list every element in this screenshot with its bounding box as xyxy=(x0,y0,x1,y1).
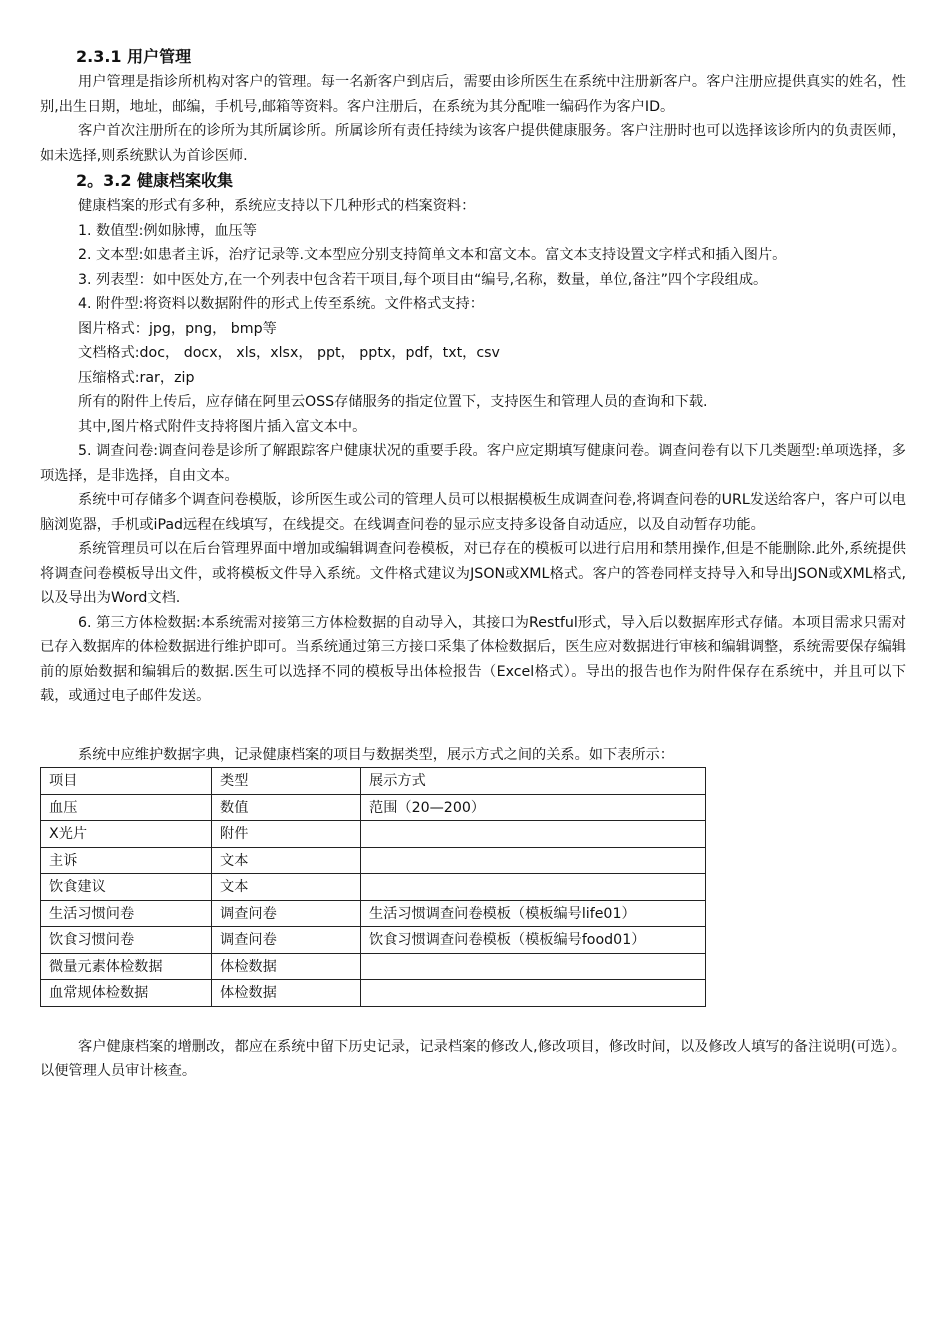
list-item-numeric-type: 1. 数值型:例如脉博，血压等 xyxy=(78,222,257,239)
table-cell: 生活习惯调查问卷模板（模板编号life01） xyxy=(361,900,706,927)
table-row xyxy=(41,794,706,821)
vertical-gap xyxy=(40,709,906,743)
table-cell: 血压 xyxy=(41,794,212,821)
table-row xyxy=(41,953,706,980)
table-cell xyxy=(361,874,706,901)
table-cell: 附件 xyxy=(212,821,361,848)
data-dictionary-table xyxy=(40,767,706,1007)
attachment-image-note: 其中,图片格式附件支持将图片插入富文本中。 xyxy=(78,418,367,435)
paragraph-health-records-intro: 健康档案的形式有多种，系统应支持以下几种形式的档案资料： xyxy=(78,198,476,214)
list-item-survey-type: 5. 调查问卷:调查问卷是诊所了解跟踪客户健康状况的重要手段。客户应定期填写健康问卷。调查问卷有以下几类题型:单项选择，多项选择，是非选择，自由文本。 xyxy=(40,443,906,484)
table-cell: X光片 xyxy=(41,821,212,848)
table-header-cell: 展示方式 xyxy=(361,768,706,795)
table-row xyxy=(41,821,706,848)
table-header-cell: 类型 xyxy=(212,768,361,795)
table-cell: 饮食习惯问卷 xyxy=(41,927,212,954)
section-title-health-records: 2。3.2 健康档案收集 xyxy=(76,171,234,190)
paragraph-history-audit: 客户健康档案的增删改，都应在系统中留下历史记录，记录档案的修改人,修改项目，修改时间，以及修改人填写的备注说明(可选）。以便管理人员审计核查。 xyxy=(40,1038,906,1079)
table-cell: 调查问卷 xyxy=(212,927,361,954)
table-cell: 调查问卷 xyxy=(212,900,361,927)
section-title-user-management: 2.3.1 用户管理 xyxy=(76,47,192,66)
list-item-text-type: 2. 文本型:如患者主诉，治疗记录等.文本型应分别支持简单文本和富文本。富文本支持设置文字样式和插入图片。 xyxy=(78,247,787,263)
table-cell: 微量元素体检数据 xyxy=(41,953,212,980)
paragraph-user-management-1: 用户管理是指诊所机构对客户的管理。每一名新客户到店后，需要由诊所医生在系统中注册新客户。客户注册应提供真实的姓名，性别,出生日期，地址，邮编，手机号,邮箱等资料。客户注册后，在系统为其分配唯一编码作为客户ID。 xyxy=(40,74,906,115)
table-row xyxy=(41,927,706,954)
table-cell: 主诉 xyxy=(41,847,212,874)
table-cell xyxy=(361,980,706,1007)
table-cell: 血常规体检数据 xyxy=(41,980,212,1007)
format-document-line: 文档格式:doc， docx， xls，xlsx， ppt， pptx，pdf，txt，csv xyxy=(78,345,500,361)
table-cell xyxy=(361,847,706,874)
vertical-gap xyxy=(40,1007,906,1035)
format-archive-line: 压缩格式:rar，zip xyxy=(78,369,195,386)
paragraph-survey-templates: 系统中可存储多个调查问卷模版，诊所医生或公司的管理人员可以根据模板生成调查问卷,将调查问卷的URL发送给客户，客户可以电脑浏览器，手机或iPad远程在线填写，在线提交。在线调查问卷的显示应支持多设备自动适应，以及自动暂存功能。 xyxy=(40,492,906,533)
table-cell: 体检数据 xyxy=(212,980,361,1007)
table-header-cell: 项目 xyxy=(41,768,212,795)
list-item-third-party-data: 6. 第三方体检数据:本系统需对接第三方体检数据的自动导入，其接口为Restful形式，导入后以数据库形式存储。本项目需求只需对已存入数据库的体检数据进行维护即可。当系统通过第三方接口采集了体检数据后，医生应对数据进行审核和编辑调整，系统需要保存编辑前的原始数据和编辑后的数据.医生可以选择不同的模板导出体检报告（Excel格式）。导出的报告也作为附件保存在系统中，并且可以下载，或通过电子邮件发送。 xyxy=(40,614,906,704)
table-cell: 数值 xyxy=(212,794,361,821)
table-cell: 生活习惯问卷 xyxy=(41,900,212,927)
table-row xyxy=(41,874,706,901)
table-cell xyxy=(361,821,706,848)
table-row xyxy=(41,980,706,1007)
paragraph-user-management-2: 客户首次注册所在的诊所为其所属诊所。所属诊所有责任持续为该客户提供健康服务。客户注册时也可以选择该诊所内的负责医师，如未选择,则系统默认为首诊医师. xyxy=(40,123,906,164)
table-cell: 饮食建议 xyxy=(41,874,212,901)
table-cell: 文本 xyxy=(212,847,361,874)
paragraph-survey-admin: 系统管理员可以在后台管理界面中增加或编辑调查问卷模板，对已存在的模板可以进行启用和禁用操作,但是不能删除.此外,系统提供将调查问卷模板导出文件，或将模板文件导入系统。文件格式建议为JSON或XML格式。客户的答卷同样支持导入和导出JSON或XML格式,以及导出为Word文档. xyxy=(40,541,906,606)
table-cell: 范围（20—200） xyxy=(361,794,706,821)
table-header-row xyxy=(41,768,706,795)
attachment-storage-note: 所有的附件上传后，应存储在阿里云OSS存储服务的指定位置下，支持医生和管理人员的查询和下载. xyxy=(78,394,708,410)
format-image-line: 图片格式：jpg，png， bmp等 xyxy=(78,320,277,337)
table-cell: 文本 xyxy=(212,874,361,901)
table-row xyxy=(41,847,706,874)
document-page xyxy=(40,44,906,1084)
paragraph-data-dictionary-intro: 系统中应维护数据字典，记录健康档案的项目与数据类型，展示方式之间的关系。如下表所示： xyxy=(78,746,674,763)
table-cell: 体检数据 xyxy=(212,953,361,980)
list-item-list-type: 3. 列表型：如中医处方,在一个列表中包含若干项目,每个项目由“编号,名称，数量，单位,备注”四个字段组成。 xyxy=(78,271,768,288)
table-row xyxy=(41,900,706,927)
table-cell xyxy=(361,953,706,980)
table-cell: 饮食习惯调查问卷模板（模板编号food01） xyxy=(361,927,706,954)
list-item-attachment-type: 4. 附件型:将资料以数据附件的形式上传至系统。文件格式支持： xyxy=(78,296,484,312)
